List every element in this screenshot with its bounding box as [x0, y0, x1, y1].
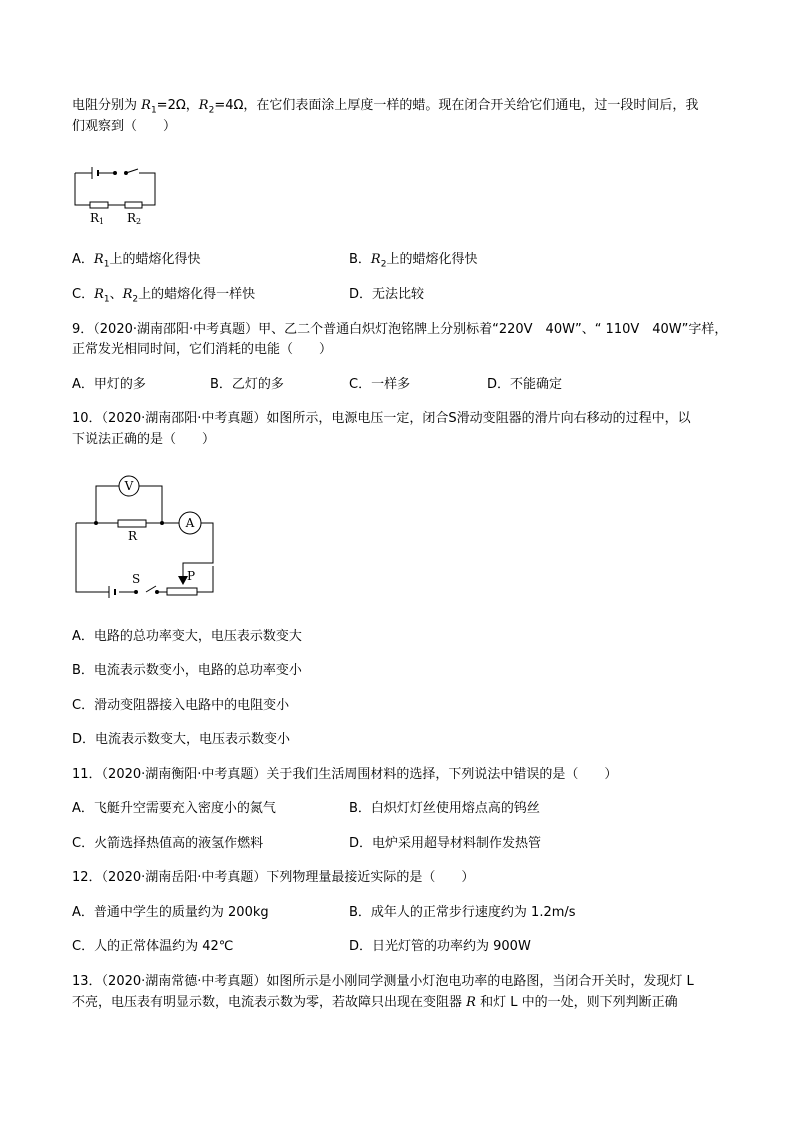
q10-option-a: A．电路的总功率变大，电压表示数变大	[72, 629, 302, 644]
q10-circuit-figure	[70, 472, 220, 602]
q10-rheostat	[167, 588, 197, 595]
q8-switch-contact	[125, 172, 128, 175]
q10-switch-pivot	[135, 591, 138, 594]
q8-stem-line2: 们观察到（ ）	[72, 119, 177, 134]
q10-stem-line1: 10．（2020·湖南邵阳·中考真题）如图所示，电源电压一定，闭合S滑动变阻器的滑片向右移动的过程中，以	[72, 411, 691, 426]
q10-switch-contact	[156, 591, 159, 594]
q8-option-a: A．$R_1$上的蜡熔化得快	[72, 252, 201, 270]
q10-ammeter-label: A	[185, 516, 195, 530]
q11-option-c: C．火箭选择热值高的液氢作燃料	[72, 836, 264, 851]
q9-option-a: A．甲灯的多	[72, 377, 146, 392]
q11-stem-line1: 11．（2020·湖南衡阳·中考真题）关于我们生活周围材料的选择，下列说法中错误的是（ ）	[72, 767, 618, 782]
q10-resistor-label: R	[128, 529, 138, 543]
q8-option-c: C．$R_1$、$R_2$上的蜡熔化得一样快	[72, 287, 256, 305]
q10-option-d: D．电流表示数变大，电压表示数变小	[72, 732, 291, 747]
q10-junction-right	[160, 521, 164, 525]
q10-stem-line2: 下说法正确的是（ ）	[72, 432, 216, 447]
q11-option-a: A．飞艇升空需要充入密度小的氮气	[72, 801, 276, 816]
q10-option-c: C．滑动变阻器接入电路中的电阻变小	[72, 698, 290, 713]
q10-slider-label: P	[187, 569, 196, 583]
q12-option-b: B．成年人的正常步行速度约为 1.2m/s	[349, 905, 576, 920]
q8-switch-pivot	[114, 172, 117, 175]
q11-option-b: B．白炽灯灯丝使用熔点高的钨丝	[349, 801, 540, 816]
q10-switch-label: S	[132, 572, 141, 586]
q8-option-d: D．无法比较	[349, 287, 425, 302]
q8-resistor-r2	[125, 202, 142, 208]
q12-option-c: C．人的正常体温约为 42℃	[72, 939, 234, 954]
q8-option-b: B．$R_2$上的蜡熔化得快	[349, 252, 478, 270]
q8-resistor-r1	[90, 202, 108, 208]
q10-junction-left	[94, 521, 98, 525]
q12-option-d: D．日光灯管的功率约为 900W	[349, 939, 531, 954]
q9-option-b: B．乙灯的多	[210, 377, 284, 392]
q8-r2-label: R2	[127, 211, 142, 226]
q12-stem-line1: 12．（2020·湖南岳阳·中考真题）下列物理量最接近实际的是（ ）	[72, 870, 475, 885]
q9-option-c: C．一样多	[349, 377, 411, 392]
q13-stem-line1: 13．（2020·湖南常德·中考真题）如图所示是小刚同学测量小灯泡电功率的电路图，当闭合开关时，发现灯 L	[72, 974, 694, 989]
q10-option-b: B．电流表示数变小，电路的总功率变小	[72, 663, 302, 678]
q8-r1-label: R1	[90, 211, 105, 226]
q8-circuit-figure	[70, 158, 160, 228]
q10-resistor-r	[118, 520, 146, 527]
q9-stem-line1: 9．（2020·湖南邵阳·中考真题）甲、乙二个普通白炽灯泡铭牌上分别标着“220V 40W”、“ 110V 40W”字样，	[72, 322, 728, 337]
q9-stem-line2: 正常发光相同时间，它们消耗的电能（ ）	[72, 342, 333, 357]
q10-voltmeter-label: V	[124, 479, 134, 493]
q8-stem-line1: 电阻分别为 $R_1=2\Omega$，$R_2=4\Omega$，在它们表面涂上厚度一样的蜡。现在闭合开关给它们通电，过一段时间后，我	[72, 98, 699, 116]
q13-stem-line2: 不亮，电压表有明显示数，电流表示数为零，若故障只出现在变阻器 R 和灯 L 中的一处，则下列判断正确	[72, 995, 678, 1010]
q9-option-d: D．不能确定	[487, 377, 563, 392]
q11-option-d: D．电炉采用超导材料制作发热管	[349, 836, 542, 851]
q12-option-a: A．普通中学生的质量约为 200kg	[72, 905, 269, 920]
